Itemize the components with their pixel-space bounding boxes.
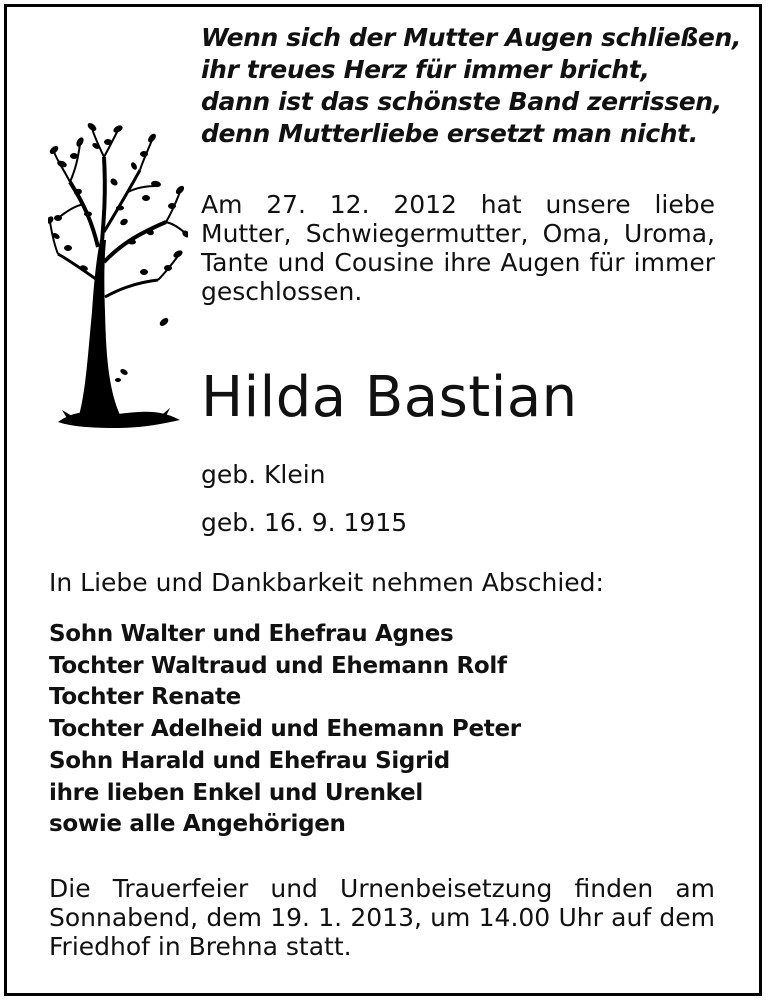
verse-line: denn Mutterliebe ersetzt man nicht. xyxy=(201,119,698,148)
verse-line: Wenn sich der Mutter Augen schließen, xyxy=(201,23,741,52)
list-item: Tochter Waltraud und Ehemann Rolf xyxy=(49,652,507,679)
verse-line: dann ist das schönste Band zerrissen, xyxy=(201,87,722,116)
service-notice: Die Trauerfeier und Urnenbeisetzung finden am Sonnabend, dem 19. 1. 2013, um 14.00 Uhr auf dem Friedhof in Brehna statt. xyxy=(49,874,715,961)
list-item: Tochter Renate xyxy=(49,684,241,711)
deceased-name: Hilda Bastian xyxy=(201,365,578,430)
list-item: Sohn Walter und Ehefrau Agnes xyxy=(49,621,454,647)
farewell-intro: In Liebe und Dankbarkeit nehmen Abschied: xyxy=(49,568,604,597)
maiden-name: geb. Klein xyxy=(201,460,326,489)
memorial-verse xyxy=(201,22,741,150)
tree-icon xyxy=(48,122,188,442)
list-item: Sohn Harald und Ehefrau Sigrid xyxy=(49,747,450,774)
list-item: ihre lieben Enkel und Urenkel xyxy=(49,779,423,806)
mourners-list xyxy=(49,619,521,841)
verse-line: ihr treues Herz für immer bricht, xyxy=(201,55,650,84)
list-item: sowie alle Angehörigen xyxy=(49,811,346,838)
list-item: Tochter Adelheid und Ehemann Peter xyxy=(49,716,521,743)
birth-date: geb. 16. 9. 1915 xyxy=(201,508,408,537)
death-announcement: Am 27. 12. 2012 hat unsere liebe Mutter, Schwiegermutter, Oma, Uroma, Tante und Cousine ihre Augen für immer geschlossen. xyxy=(201,190,715,306)
